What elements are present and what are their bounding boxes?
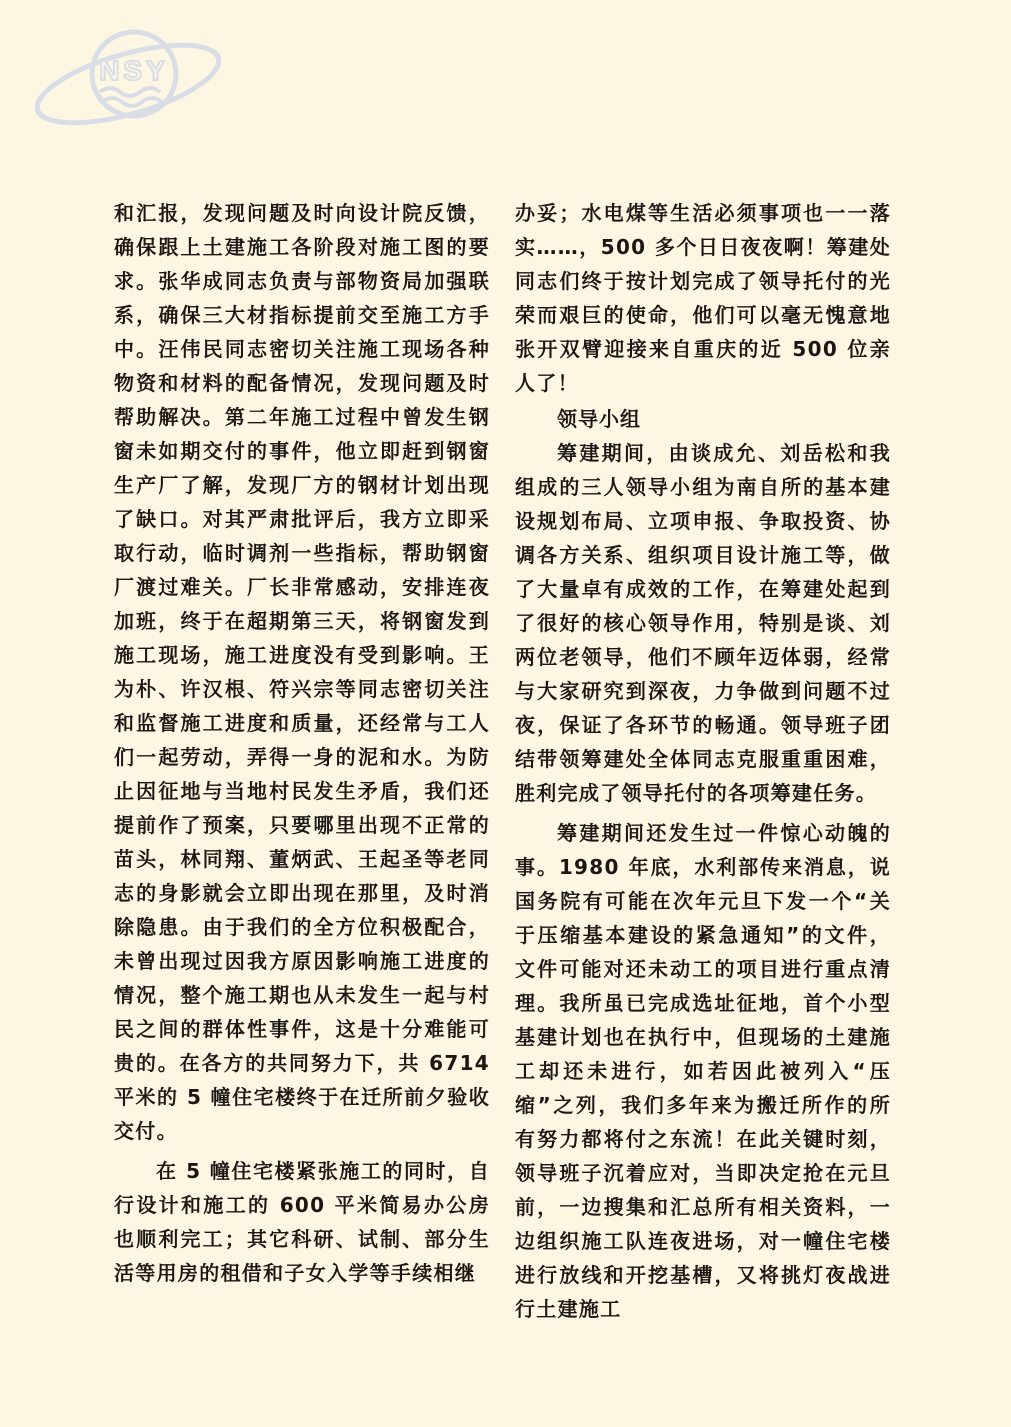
left-column — [114, 196, 490, 1290]
nsy-logo-icon — [30, 22, 226, 132]
section-heading: 领导小组 — [557, 407, 641, 431]
logo-text: NSY — [99, 55, 169, 86]
paragraph: 筹建期间，由谈成允、刘岳松和我组成的三人领导小组为南自所的基本建设规划布局、立项申报、争取投资、协调各方关系、组织项目设计施工等，做了大量卓有成效的工作，在筹建处起到了很好的核心领导作用，特别是谈、刘两位老领导，他们不顾年迈体弱，经常与大家研究到深夜，力争做到问题不过夜，保证了各环节的畅通。领导班子团结带领筹建处全体同志克服重重困难，胜利完成了领导托付的各项筹建任务。 — [515, 441, 891, 805]
paragraph: 筹建期间还发生过一件惊心动魄的事。1980 年底，水利部传来消息，说国务院有可能在次年元旦下发一个“关于压缩基本建设的紧急通知”的文件，文件可能对还未动工的项目进行重点清理。我所虽已完成选址征地，首个小型基建计划也在执行中，但现场的土建施工却还未进行，如若因此被列入“压缩”之列，我们多年来为搬迁所作的所有努力都将付之东流！在此关键时刻，领导班子沉着应对，当即决定抢在元旦前，一边搜集和汇总所有相关资料，一边组织施工队连夜进场，对一幢住宅楼进行放线和开挖基槽，又将挑灯夜战进行土建施工 — [515, 821, 891, 1321]
paragraph: 在 5 幢住宅楼紧张施工的同时，自行设计和施工的 600 平米简易办公房也顺利完工；其它科研、试制、部分生活等用房的租借和子女入学等手续相继 — [114, 1159, 490, 1285]
paragraph: 和汇报，发现问题及时向设计院反馈，确保跟上土建施工各阶段对施工图的要求。张华成同志负责与部物资局加强联系，确保三大材指标提前交至施工方手中。汪伟民同志密切关注施工现场各种物资和材料的配备情况，发现问题及时帮助解决。第二年施工过程中曾发生钢窗未如期交付的事件，他立即赶到钢窗生产厂了解，发现厂方的钢材计划出现了缺口。对其严肃批评后，我方立即采取行动，临时调剂一些指标，帮助钢窗厂渡过难关。厂长非常感动，安排连夜加班，终于在超期第三天，将钢窗发到施工现场，施工进度没有受到影响。王为朴、许汉根、符兴宗等同志密切关注和监督施工进度和质量，还经常与工人们一起劳动，弄得一身的泥和水。为防止因征地与当地村民发生矛盾，我们还提前作了预案，只要哪里出现不正常的苗头，林同翔、董炳武、王起圣等老同志的身影就会立即出现在那里，及时消除隐患。由于我们的全方位积极配合，未曾出现过因我方原因影响施工进度的情况，整个施工期也从未发生一起与村民之间的群体性事件，这是十分难能可贵的。在各方的共同努力下，共 6714 平米的 5 幢住宅楼终于在迁所前夕验收交付。 — [114, 201, 490, 1143]
right-column — [515, 196, 891, 1326]
paragraph: 办妥；水电煤等生活必须事项也一一落实……，500 多个日日夜夜啊！筹建处同志们终于按计划完成了领导托付的光荣而艰巨的使命，他们可以毫无愧意地张开双臂迎接来自重庆的近 500 位亲人了！ — [515, 201, 891, 395]
